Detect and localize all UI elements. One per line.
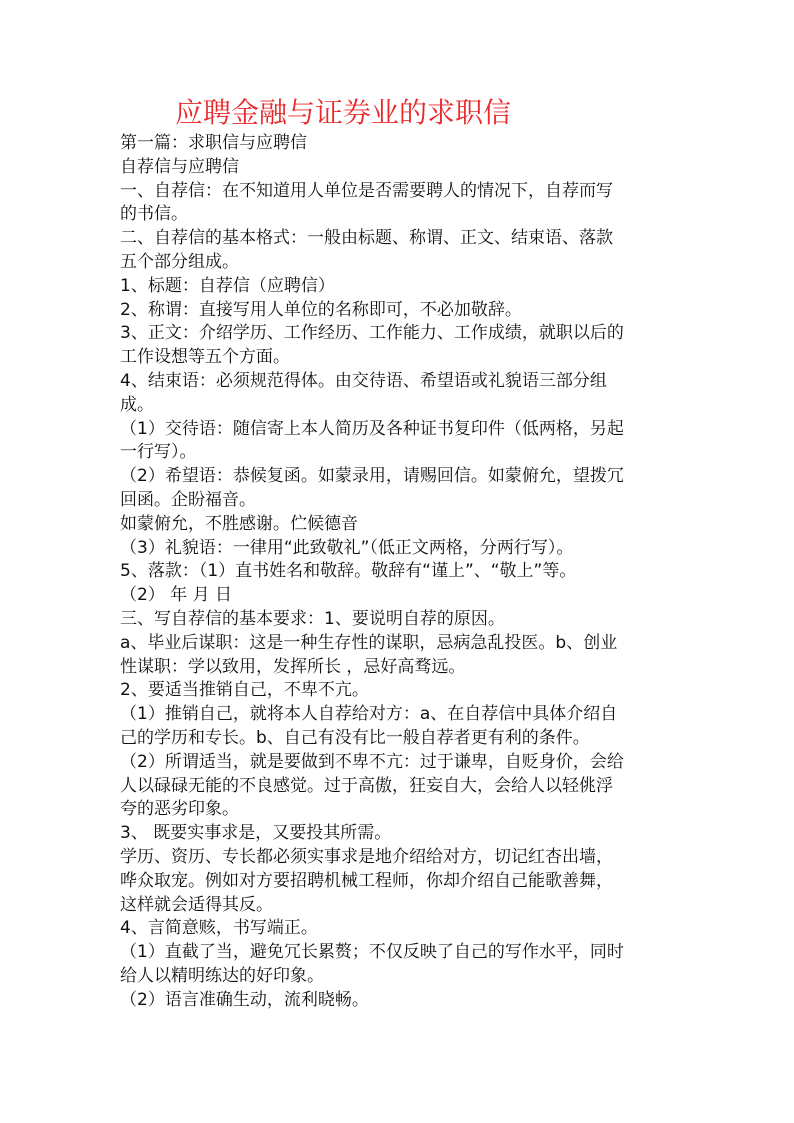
text-line: 三、写自荐信的基本要求：1、要说明自荐的原因。 [120,608,505,629]
text-line: 第一篇：求职信与应聘信 [120,133,307,153]
text-line: a、毕业后谋职：这是一种生存性的谋职，忌病急乱投医。b、创业 [120,632,618,653]
text-line: 学历、资历、专长都必须实事求是地介绍给对方，切记红杏出墙， [120,846,613,867]
text-line: 1、标题：自荐信（应聘信） [120,275,335,296]
text-line: 自荐信与应聘信 [120,156,239,177]
text-line: 夸的恶劣印象。 [120,799,239,820]
text-line: 这样就会适得其反。 [120,894,273,915]
text-line: （3）礼貌语：一律用“此致敬礼”（低正文两格，分两行写）。 [120,537,574,558]
text-line: 2、称谓：直接写用人单位的名称即可，不必加敬辞。 [120,299,522,320]
text-line: 己的学历和专长。b、自己有没有比一般自荐者更有利的条件。 [120,727,590,748]
text-line: 一行写）。 [120,442,197,463]
text-line: （1）推销自己，就将本人自荐给对方：a、在自荐信中具体介绍自 [120,704,618,725]
text-line: 如蒙俯允，不胜感谢。伫候德音 [120,513,358,534]
text-line: （1）交待语：随信寄上本人简历及各种证书复印件（低两格，另起 [120,418,624,439]
text-line: 3、 既要实事求是，又要投其所需。 [120,823,392,844]
text-line: 2、要适当推销自己，不卑不亢。 [120,680,369,701]
text-line: 人以碌碌无能的不良感觉。过于高傲，狂妄自大，会给人以轻佻浮 [120,775,613,796]
text-line: 二、自荐信的基本格式：一般由标题、称谓、正文、结束语、落款 [120,228,613,249]
text-line: 5、落款：（1）直书姓名和敬辞。敬辞有“谨上”、“敬上”等。 [120,561,577,582]
text-line: 回函。企盼福音。 [120,489,256,510]
text-line: 五个部分组成。 [120,251,239,272]
text-line: （2）希望语：恭候复函。如蒙录用，请赐回信。如蒙俯允，望拨冗 [120,466,624,487]
text-line: （2）语言准确生动，流利晓畅。 [120,989,369,1010]
text-line: 成。 [120,394,154,415]
text-line: 性谋职：学以致用，发挥所长 ，忌好高骛远。 [120,656,466,677]
document-title: 应聘金融与证券业的求职信 [175,96,512,129]
text-line: 给人以精明练达的好印象。 [120,965,324,986]
text-line: 4、结束语：必须规范得体。由交待语、希望语或礼貌语三部分组 [120,370,607,391]
document-body [120,132,680,1012]
text-line: （2） 年 月 日 [120,585,233,606]
text-line: 工作设想等五个方面。 [120,347,290,368]
text-line: （1）直截了当，避免冗长累赘；不仅反映了自己的写作水平，同时 [120,942,624,963]
text-line: 哗众取宠。例如对方要招聘机械工程师，你却介绍自己能歌善舞， [120,870,613,891]
text-line: 一、自荐信：在不知道用人单位是否需要聘人的情况下，自荐而写 [120,180,613,201]
text-line: （2）所谓适当，就是要做到不卑不亢：过于谦卑，自贬身价，会给 [120,751,624,772]
text-line: 的书信。 [120,204,188,225]
text-line: 4、言简意赅，书写端正。 [120,918,318,939]
text-line: 3、正文：介绍学历、工作经历、工作能力、工作成绩，就职以后的 [120,323,624,344]
